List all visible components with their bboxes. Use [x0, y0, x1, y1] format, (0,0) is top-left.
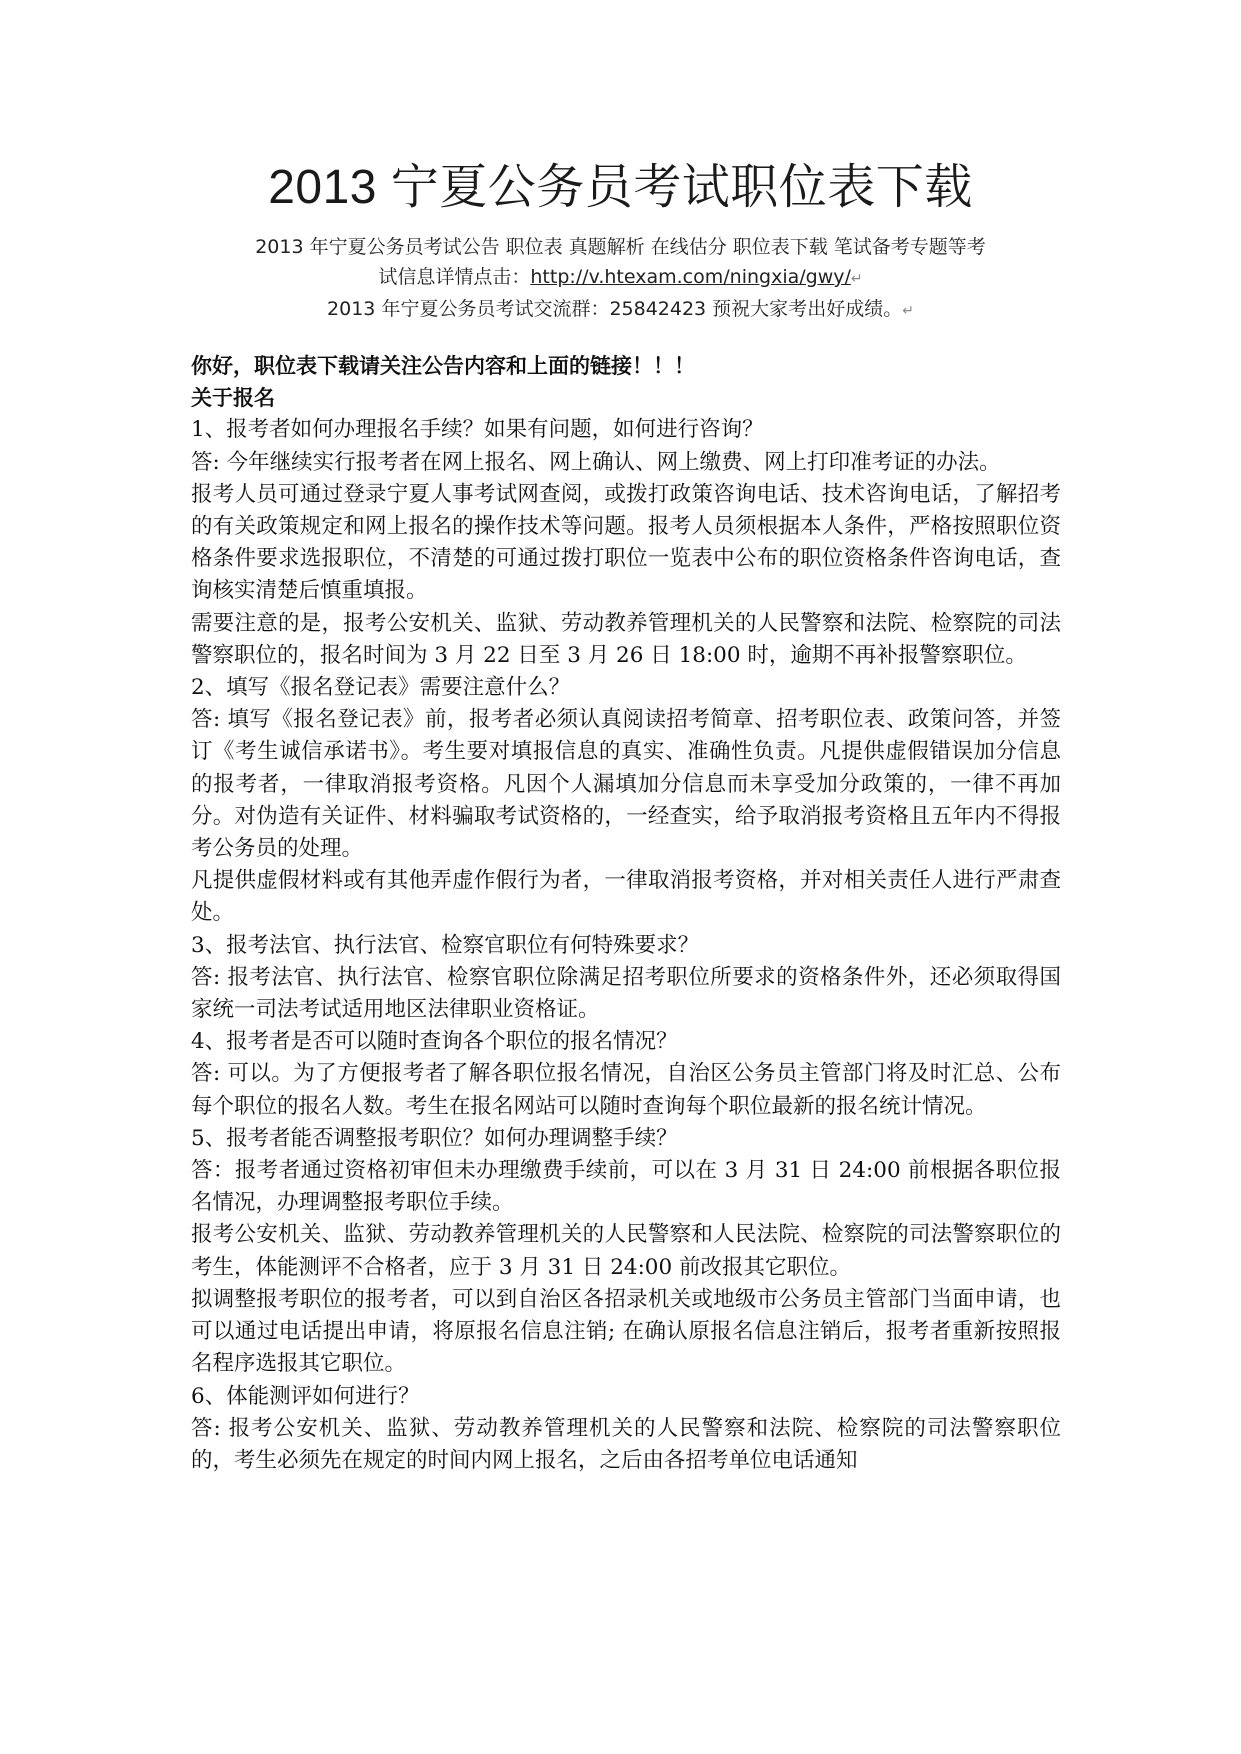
banner-group-text: 2013 年宁夏公务员考试交流群：25842423 预祝大家考出好成绩。	[327, 298, 903, 320]
banner-line-2	[160, 262, 1081, 294]
section-heading: 关于报名	[191, 386, 275, 411]
paragraph: 答: 今年继续实行报考者在网上报名、网上确认、网上缴费、网上打印准考证的办法。	[191, 449, 1001, 475]
paragraph: 凡提供虚假材料或有其他弄虚作假行为者，一律取消报考资格，并对相关责任人进行严肃查处。	[191, 868, 1061, 926]
paragraph: 答：报考者通过资格初审但未办理缴费手续前，可以在 3 月 31 日 24:00 前根据各职位报名情况，办理调整报考职位手续。	[191, 1158, 1061, 1216]
paragraph: 答: 填写《报名登记表》前，报考者必须认真阅读招考简章、招考职位表、政策问答，并签订《考生诚信承诺书》。考生要对填报信息的真实、准确性负责。凡提供虚假错误加分信息的报考者，一律取消报考资格。凡因个人漏填加分信息而未享受加分政策的，一律不再加分。对伪造有关证件、材料骗取考试资格的，一经查实，给予取消报考资格且五年内不得报考公务员的处理。	[191, 707, 1061, 862]
paragraph: 需要注意的是，报考公安机关、监狱、劳动教养管理机关的人民警察和法院、检察院的司法警察职位的，报名时间为 3 月 22 日至 3 月 26 日 18:00 时，逾期不再补报警察职位。	[191, 610, 1061, 668]
page-title: 2013 宁夏公务员考试职位表下载	[268, 161, 973, 214]
return-mark-icon: ↵	[850, 271, 863, 287]
paragraph: 6、体能测评如何进行？	[191, 1383, 420, 1409]
paragraph: 拟调整报考职位的报考者，可以到自治区各招录机关或地级市公务员主管部门当面申请，也可以通过电话提出申请，将原报名信息注销; 在确认原报名信息注销后，报考者重新按照报名程序选报其它职位。	[191, 1286, 1061, 1377]
paragraph: 报考公安机关、监狱、劳动教养管理机关的人民警察和人民法院、检察院的司法警察职位的考生，体能测评不合格者，应于 3 月 31 日 24:00 前改报其它职位。	[191, 1222, 1061, 1280]
paragraph: 答: 可以。为了方便报考者了解各职位报名情况，自治区公务员主管部门将及时汇总、公布每个职位的报名人数。考生在报名网站可以随时查询每个职位最新的报名统计情况。	[191, 1061, 1061, 1119]
document-body	[191, 350, 1061, 1477]
paragraph: 3、报考法官、执行法官、检察官职位有何特殊要求？	[191, 932, 700, 958]
info-banner	[160, 232, 1081, 326]
return-mark-icon: ↵	[902, 303, 914, 319]
paragraph: 4、报考者是否可以随时查询各个职位的报名情况？	[191, 1029, 678, 1055]
banner-line-3	[160, 294, 1081, 326]
banner-link-prefix: 试信息详情点击：	[378, 266, 531, 288]
paragraph: 答: 报考公安机关、监狱、劳动教养管理机关的人民警察和法院、检察院的司法警察职位的，考生必须先在规定的时间内网上报名，之后由各招考单位电话通知	[191, 1415, 1061, 1473]
paragraph: 5、报考者能否调整报考职位？如何办理调整手续？	[191, 1125, 678, 1151]
notice-text: 你好，职位表下载请关注公告内容和上面的链接！！！	[191, 354, 695, 378]
paragraph: 2、填写《报名登记表》需要注意什么？	[191, 675, 571, 701]
paragraph: 报考人员可通过登录宁夏人事考试网查阅，或拨打政策咨询电话、技术咨询电话，了解招考的有关政策规定和网上报名的操作技术等问题。报考人员须根据本人条件，严格按照职位资格条件要求选报职位，不清楚的可通过拨打职位一览表中公布的职位资格条件咨询电话，查询核实清楚后慎重填报。	[191, 481, 1061, 604]
banner-line-1: 2013 年宁夏公务员考试公告 职位表 真题解析 在线估分 职位表下载 笔试备考专题等考	[255, 236, 986, 258]
exam-info-link[interactable]: http://v.htexam.com/ningxia/gwy/	[530, 266, 851, 288]
paragraph: 答: 报考法官、执行法官、检察官职位除满足招考职位所要求的资格条件外，还必须取得国家统一司法考试适用地区法律职业资格证。	[191, 964, 1061, 1023]
paragraph: 1、报考者如何办理报名手续？如果有问题，如何进行咨询？	[191, 417, 764, 443]
